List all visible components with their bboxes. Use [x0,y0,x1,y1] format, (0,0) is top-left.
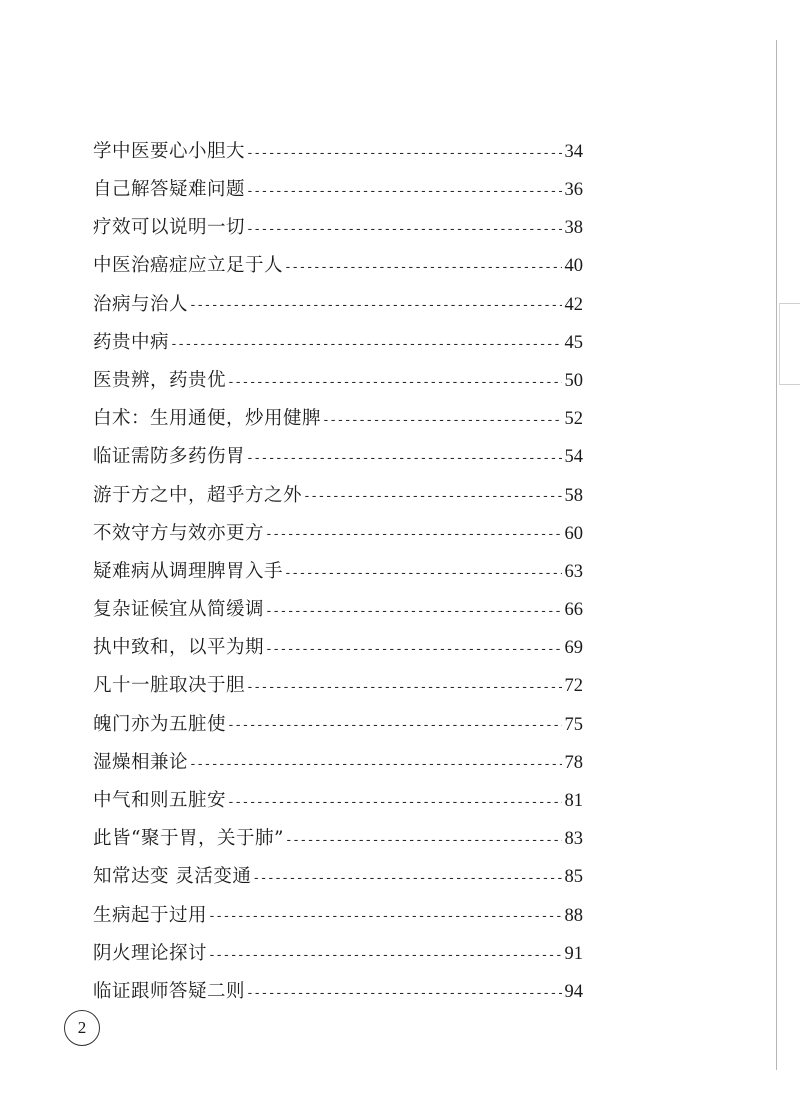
toc-entry-page: 75 [564,714,583,735]
toc-entry-page: 34 [564,141,583,162]
toc-entry[interactable] [93,859,583,897]
toc-leader-dashes [208,947,562,962]
toc-entry[interactable] [93,515,583,553]
toc-entry-title: 疑难病从调理脾胃入手 [93,560,284,582]
toc-entry[interactable] [93,248,583,286]
page-tab-mark [779,303,800,385]
toc-entry-title: 学中医要心小胆大 [93,140,246,162]
toc-entry[interactable] [93,973,583,1011]
toc-entry[interactable] [93,439,583,477]
toc-leader-dashes [246,145,562,160]
toc-leader-dashes [246,450,562,465]
toc-leader-dashes [246,985,562,1000]
toc-leader-dashes [227,717,562,732]
toc-entry-title: 凡十一脏取决于胆 [93,675,246,697]
toc-entry-title: 临证需防多药伤胃 [93,446,246,468]
toc-entry-page: 66 [564,600,583,621]
toc-leader-dashes [284,565,562,580]
toc-leader-dashes [227,794,562,809]
toc-entry[interactable] [93,591,583,629]
toc-entry-title: 湿燥相兼论 [93,751,189,773]
toc-entry[interactable] [93,706,583,744]
toc-entry-page: 40 [564,256,583,277]
toc-entry-page: 85 [564,867,583,888]
toc-leader-dashes [227,374,562,389]
toc-leader-dashes [285,832,562,847]
toc-leader-dashes [322,412,562,427]
toc-leader-dashes [265,641,562,656]
toc-leader-dashes [284,259,562,274]
toc-entry[interactable] [93,400,583,438]
toc-leader-dashes [189,756,562,771]
toc-entry-title: 医贵辨，药贵优 [93,369,227,391]
toc-entry-page: 58 [564,485,583,506]
toc-entry-title: 疗效可以说明一切 [93,217,246,239]
toc-entry-page: 52 [564,409,583,430]
toc-entry-title: 不效守方与效亦更方 [93,522,265,544]
toc-entry-page: 81 [564,791,583,812]
page-edge-line [776,40,777,1070]
toc-entry[interactable] [93,782,583,820]
toc-entry[interactable] [93,629,583,667]
toc-entry-page: 63 [564,561,583,582]
toc-leader-dashes [208,908,562,923]
toc-entry-page: 88 [564,905,583,926]
toc-entry-page: 94 [564,981,583,1002]
toc-leader-dashes [246,183,562,198]
table-of-contents [93,133,583,1011]
toc-entry-title: 复杂证候宜从简缓调 [93,599,265,621]
toc-entry[interactable] [93,477,583,515]
toc-entry-page: 91 [564,943,583,964]
toc-entry-title: 知常达变 灵活变通 [93,866,252,888]
toc-entry-title: 执中致和，以平为期 [93,637,265,659]
toc-leader-dashes [252,870,562,885]
toc-entry[interactable] [93,668,583,706]
toc-leader-dashes [170,336,562,351]
toc-entry-title: 此皆“聚于胃，关于肺” [93,828,284,850]
toc-entry[interactable] [93,171,583,209]
page-number-circle: 2 [64,1010,100,1046]
toc-entry[interactable] [93,820,583,858]
toc-entry[interactable] [93,553,583,591]
toc-entry-page: 60 [564,523,583,544]
toc-entry-title: 自己解答疑难问题 [93,179,246,201]
toc-leader-dashes [189,297,562,312]
toc-entry-page: 42 [564,294,583,315]
toc-entry-title: 中医治癌症应立足于人 [93,255,284,277]
toc-entry-title: 白术：生用通便，炒用健脾 [93,408,322,430]
toc-leader-dashes [246,679,562,694]
toc-entry-page: 78 [564,752,583,773]
toc-leader-dashes [246,221,562,236]
toc-entry-title: 阴火理论探讨 [93,942,208,964]
toc-entry-title: 药贵中病 [93,331,170,353]
toc-entry[interactable] [93,935,583,973]
toc-entry-page: 50 [564,370,583,391]
toc-entry[interactable] [93,897,583,935]
toc-entry-title: 生病起于过用 [93,904,208,926]
toc-entry-title: 中气和则五脏安 [93,790,227,812]
toc-entry-page: 69 [564,638,583,659]
toc-entry[interactable] [93,744,583,782]
toc-entry-page: 45 [564,332,583,353]
toc-entry-page: 38 [564,218,583,239]
toc-entry[interactable] [93,209,583,247]
toc-entry-page: 83 [564,829,583,850]
toc-entry-title: 游于方之中，超乎方之外 [93,484,303,506]
toc-entry[interactable] [93,286,583,324]
toc-leader-dashes [265,603,562,618]
toc-entry-title: 临证跟师答疑二则 [93,980,246,1002]
toc-entry-page: 54 [564,447,583,468]
toc-entry[interactable] [93,362,583,400]
toc-entry-title: 魄门亦为五脏使 [93,713,227,735]
toc-leader-dashes [265,526,562,541]
toc-leader-dashes [303,488,562,503]
toc-entry-title: 治病与治人 [93,293,189,315]
toc-entry-page: 72 [564,676,583,697]
toc-entry-page: 36 [564,180,583,201]
toc-entry[interactable] [93,324,583,362]
toc-entry[interactable] [93,133,583,171]
